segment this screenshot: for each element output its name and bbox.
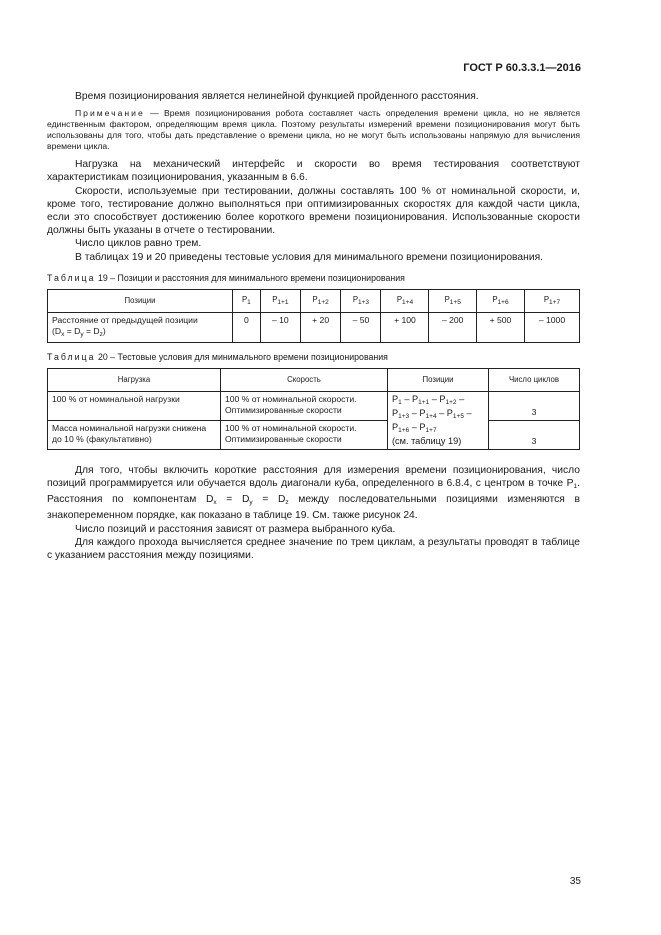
table-header-cell: $P_{1+2}$ xyxy=(300,289,340,312)
paragraph: Скорости, используемые при тестировании, должны составлять 100 % от номинальной скорости, и, кроме того, тестирование должно выполняться при оптимизированных скоростях для каждой части цикла, если это способствует достижению более короткого времени позиционирования. Использованные скорости должны быть указаны в отчете о тестировании. xyxy=(47,185,580,237)
table-header-cell: Скорость xyxy=(221,368,388,391)
table-cell: – 1000 xyxy=(524,312,579,342)
table-cell: 100 % от номинальной скорости. Оптимизированные скорости xyxy=(221,420,388,449)
table-cell: + 20 xyxy=(300,312,340,342)
table-header-row xyxy=(48,368,580,391)
note-label: Примечание xyxy=(75,108,145,119)
table-row xyxy=(48,420,580,449)
page-number: 35 xyxy=(569,876,581,887)
table-19 xyxy=(47,289,580,343)
table-row xyxy=(48,391,580,420)
table-header-cell: Позиции xyxy=(48,289,233,312)
page-content xyxy=(47,90,580,562)
table-row-label: Расстояние от предыдущей позиции $(D_x = D_y = D_z)$ xyxy=(48,312,233,342)
table-row xyxy=(48,312,580,342)
paragraph: Число позиций и расстояния зависят от размера выбранного куба. xyxy=(75,523,396,535)
table-19-caption: Таблица 19 – Позиции и расстояния для минимального времени позиционирования xyxy=(47,272,405,283)
table-cell-positions: $P_1 - P_{1+1} - P_{1+2}$ – $P_{1+3} - P_{1+4} - P_{1+5}$ – $P_{1+6} - P_{1+7}$ (см. таблицу 19) xyxy=(388,391,489,449)
document-header: ГОСТ Р 60.3.3.1—2016 xyxy=(463,62,581,74)
table-header-cell: $P_1$ xyxy=(233,289,261,312)
table-header-cell: $P_{1+1}$ xyxy=(260,289,300,312)
table-header-cell: Позиции xyxy=(388,368,489,391)
table-cell: + 500 xyxy=(476,312,524,342)
table-20 xyxy=(47,368,580,450)
table-cell: 0 xyxy=(233,312,261,342)
paragraph: Нагрузка на механический интерфейс и скорости во время тестирования соответствуют характеристикам позиционирования, указанным в 6.6. xyxy=(47,159,580,184)
table-header-cell: $P_{1+7}$ xyxy=(524,289,579,312)
table-header-cell: Число циклов xyxy=(489,368,580,391)
table-header-cell: $P_{1+3}$ xyxy=(341,289,381,312)
paragraph: Для каждого прохода вычисляется среднее значение по трем циклам, а результаты проводят в таблице с указанием расстояния между позициями. xyxy=(47,536,580,562)
table-cell: – 200 xyxy=(429,312,477,342)
paragraph: В таблицах 19 и 20 приведены тестовые условия для минимального времени позиционирования. xyxy=(75,251,544,263)
table-cell: Масса номинальной нагрузки снижена до 10 % (факультативно) xyxy=(48,420,221,449)
paragraph: Число циклов равно трем. xyxy=(75,238,202,250)
table-header-cell: Нагрузка xyxy=(48,368,221,391)
paragraph: Время позиционирования является нелинейной функцией пройденного расстояния. xyxy=(75,91,479,102)
table-20-caption: Таблица 20 – Тестовые условия для минимального времени позиционирования xyxy=(47,351,388,362)
table-cell: – 10 xyxy=(260,312,300,342)
table-cell: 3 xyxy=(489,391,580,420)
table-cell: 3 xyxy=(489,420,580,449)
note-text: — Время позиционирования робота составляет часть определения времени цикла, но не является единственным фактором, определяющим время цикла. Поэтому результаты измерений времени позиционирования могут быть использованы для того, чтобы дать представление о времени цикла, но не могут быть использованы напрямую для вычисления времени цикла. xyxy=(47,108,580,152)
table-cell: 100 % от номинальной скорости. Оптимизированные скорости xyxy=(221,391,388,420)
paragraph: Для того, чтобы включить короткие расстояния для измерения времени позиционирования, число позиций программируется или обучается вдоль диагонали куба, определенного в 6.8.4, с центром в точке $P_1$. Расстояния по компонентам $D_x = D_y = D_z$ между последовательными позициями изменяются в знакопеременном порядке, как показано в таблице 19. См. также рисунок 24. xyxy=(47,464,580,522)
note xyxy=(47,108,580,152)
table-cell: 100 % от номинальной нагрузки xyxy=(48,391,221,420)
table-cell: – 50 xyxy=(341,312,381,342)
table-header-cell: $P_{1+4}$ xyxy=(381,289,429,312)
table-header-cell: $P_{1+6}$ xyxy=(476,289,524,312)
table-cell: + 100 xyxy=(381,312,429,342)
table-header-row xyxy=(48,289,580,312)
table-header-cell: $P_{1+5}$ xyxy=(429,289,477,312)
